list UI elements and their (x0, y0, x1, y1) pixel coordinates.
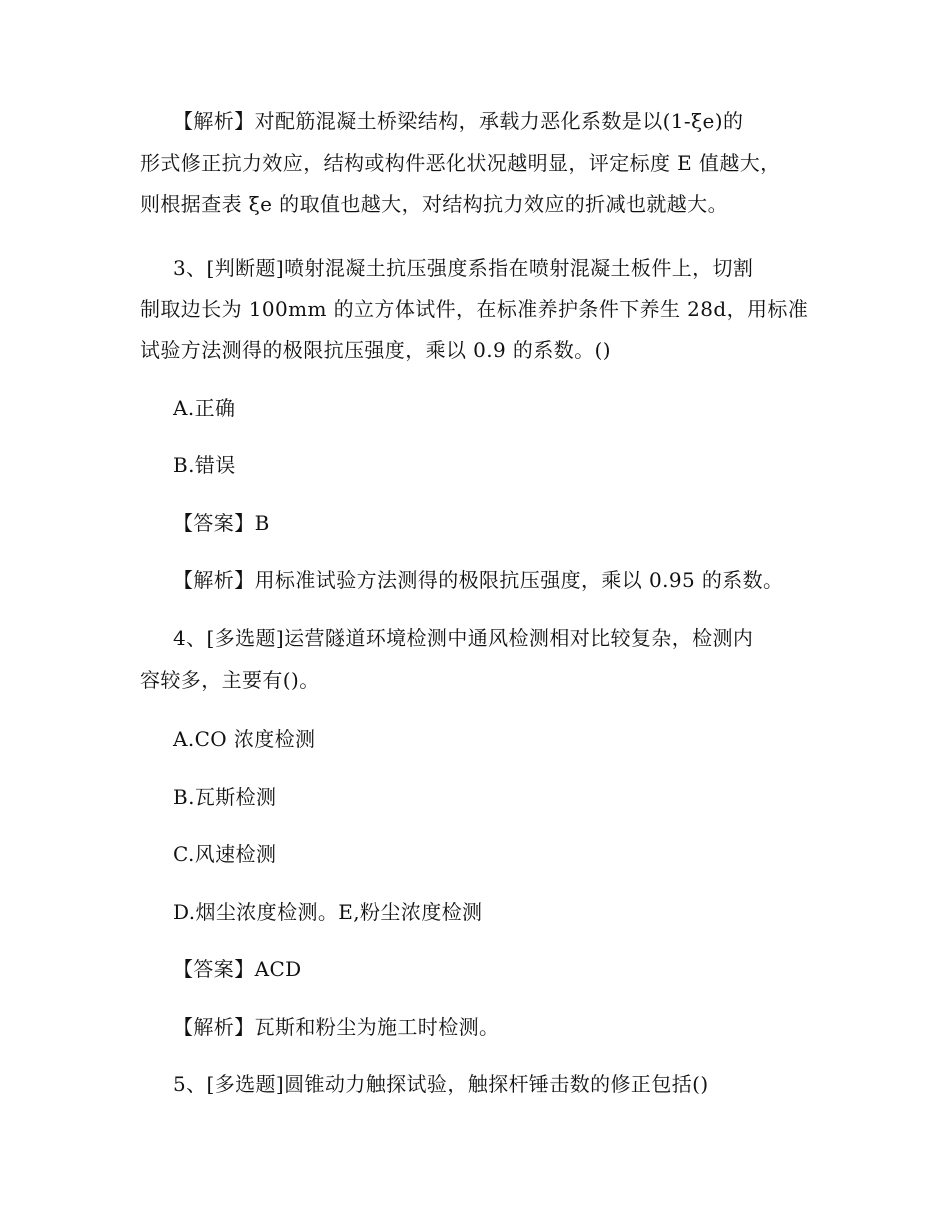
analysis-paragraph-line-3: 则根据查表 ξe 的取值也越大，对结构抗力效应的折减也就越大。 (140, 192, 728, 216)
analysis-paragraph-line-1: 【解析】对配筋混凝土桥梁结构，承载力恶化系数是以(1-ξe)的 (173, 109, 744, 133)
question-4-line-2: 容较多，主要有()。 (140, 668, 320, 692)
question-3-line-3: 试验方法测得的极限抗压强度，乘以 0.9 的系数。() (140, 338, 611, 362)
question-4-option-b: B.瓦斯检测 (173, 785, 277, 809)
question-4-analysis: 【解析】瓦斯和粉尘为施工时检测。 (173, 1015, 500, 1039)
question-4-line-1: 4、[多选题]运营隧道环境检测中通风检测相对比较复杂，检测内 (173, 626, 754, 650)
question-3-option-a: A.正确 (173, 396, 236, 420)
question-3-analysis: 【解析】用标准试验方法测得的极限抗压强度，乘以 0.95 的系数。 (173, 568, 784, 592)
question-5-line-1: 5、[多选题]圆锥动力触探试验，触探杆锤击数的修正包括() (173, 1072, 709, 1096)
question-4-option-a: A.CO 浓度检测 (173, 727, 316, 751)
question-4-option-c: C.风速检测 (173, 842, 277, 866)
question-3-option-b: B.错误 (173, 453, 236, 477)
analysis-paragraph-line-2: 形式修正抗力效应，结构或构件恶化状况越明显，评定标度 E 值越大， (140, 151, 781, 175)
question-4-option-d-e: D.烟尘浓度检测。E,粉尘浓度检测 (173, 900, 483, 924)
question-4-answer: 【答案】ACD (173, 957, 302, 981)
question-3-line-1: 3、[判断题]喷射混凝土抗压强度系指在喷射混凝土板件上，切割 (173, 256, 754, 280)
question-3-line-2: 制取边长为 100mm 的立方体试件，在标准养护条件下养生 28d，用标准 (140, 297, 809, 321)
question-3-answer: 【答案】B (173, 511, 270, 535)
